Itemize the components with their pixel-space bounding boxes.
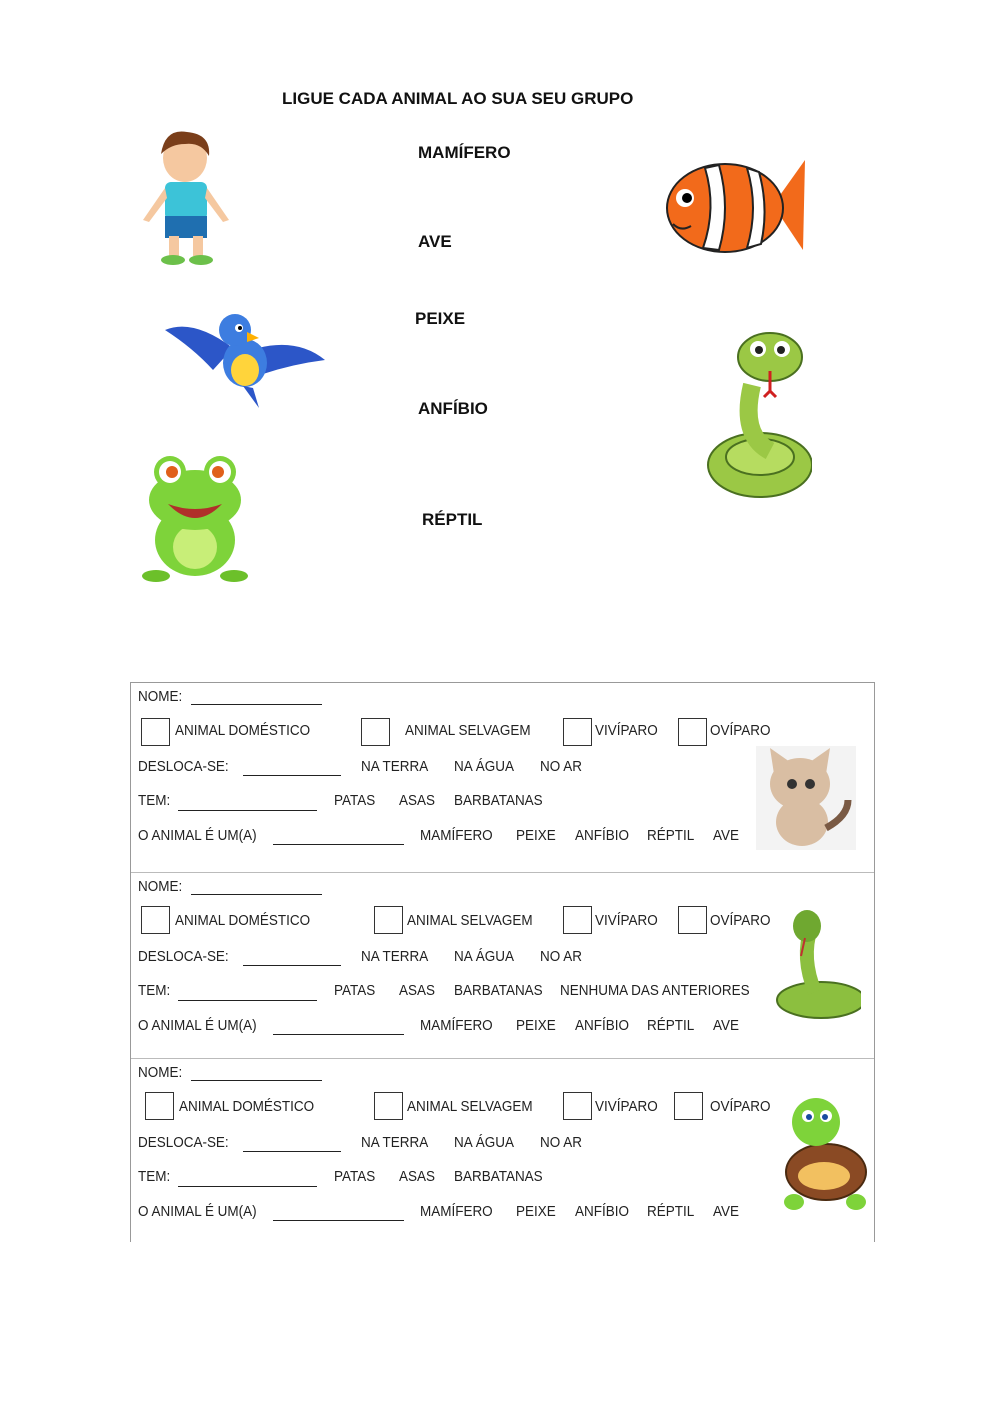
boy-image[interactable] (135, 128, 235, 268)
animal-type-option[interactable]: PEIXE (516, 1018, 556, 1034)
tem-option[interactable]: BARBATANAS (454, 1169, 543, 1185)
desloca-option[interactable]: NO AR (540, 949, 582, 965)
tem-option[interactable]: BARBATANAS (454, 983, 543, 999)
checkbox-animal-selvagem[interactable] (374, 906, 403, 934)
tem-option[interactable]: PATAS (334, 793, 376, 809)
checkbox-label: ANIMAL DOMÉSTICO (175, 913, 311, 929)
nome-label: NOME: (138, 1065, 183, 1081)
desloca-label: DESLOCA-SE: (138, 1135, 229, 1151)
tem-option[interactable]: PATAS (334, 1169, 376, 1185)
animal-type-option[interactable]: MAMÍFERO (420, 1018, 493, 1034)
animal-type-option[interactable]: RÉPTIL (647, 1018, 695, 1034)
animal-type-option[interactable]: PEIXE (516, 1204, 556, 1220)
worksheet-cards (130, 682, 875, 1242)
checkbox-animal-dom-stico[interactable] (145, 1092, 174, 1120)
checkbox-label: OVÍPARO (710, 1099, 771, 1115)
animal-type-option[interactable]: RÉPTIL (647, 828, 695, 844)
checkbox-label: OVÍPARO (710, 913, 771, 929)
animal-type-input[interactable] (273, 1220, 404, 1221)
desloca-option[interactable]: NA TERRA (361, 949, 429, 965)
checkbox-animal-selvagem[interactable] (374, 1092, 403, 1120)
bird-image[interactable] (163, 308, 328, 410)
cobra-image (771, 908, 861, 1026)
tem-label: TEM: (138, 793, 171, 809)
cat-image (756, 746, 856, 850)
animal-type-option[interactable]: ANFÍBIO (575, 828, 629, 844)
tem-input[interactable] (178, 1000, 317, 1001)
tem-option[interactable]: BARBATANAS (454, 793, 543, 809)
checkbox-label: ANIMAL SELVAGEM (405, 723, 531, 739)
desloca-input[interactable] (243, 775, 341, 776)
checkbox-viv-paro[interactable] (563, 1092, 592, 1120)
checkbox-label: ANIMAL SELVAGEM (407, 913, 533, 929)
animal-type-option[interactable]: AVE (713, 1018, 739, 1034)
checkbox-label: ANIMAL DOMÉSTICO (179, 1099, 315, 1115)
checkbox-viv-paro[interactable] (563, 718, 592, 746)
checkbox-label: ANIMAL SELVAGEM (407, 1099, 533, 1115)
animal-type-option[interactable]: ANFÍBIO (575, 1204, 629, 1220)
animal-card-cobra (131, 872, 874, 1061)
desloca-label: DESLOCA-SE: (138, 759, 229, 775)
checkbox-animal-dom-stico[interactable] (141, 906, 170, 934)
group-label-peixe: PEIXE (415, 309, 466, 328)
tem-option[interactable]: ASAS (399, 1169, 435, 1185)
tem-option[interactable]: ASAS (399, 793, 435, 809)
animal-type-option[interactable]: AVE (713, 1204, 739, 1220)
desloca-option[interactable]: NA ÁGUA (454, 949, 514, 965)
animal-type-label: O ANIMAL É UM(A) (138, 1018, 257, 1034)
group-label-mamifero: MAMÍFERO (418, 143, 511, 162)
animal-type-label: O ANIMAL É UM(A) (138, 1204, 257, 1220)
checkbox-viv-paro[interactable] (563, 906, 592, 934)
animal-type-option[interactable]: RÉPTIL (647, 1204, 695, 1220)
nome-input[interactable] (191, 894, 322, 895)
group-label-anfibio: ANFÍBIO (418, 399, 488, 418)
checkbox-label: OVÍPARO (710, 723, 771, 739)
checkbox-label: ANIMAL DOMÉSTICO (175, 723, 311, 739)
animal-type-label: O ANIMAL É UM(A) (138, 828, 257, 844)
animal-type-input[interactable] (273, 1034, 404, 1035)
desloca-option[interactable]: NO AR (540, 1135, 582, 1151)
animal-type-option[interactable]: PEIXE (516, 828, 556, 844)
clownfish-image[interactable] (663, 150, 808, 265)
animal-type-option[interactable]: AVE (713, 828, 739, 844)
checkbox-label: VIVÍPARO (595, 913, 658, 929)
checkbox-label: VIVÍPARO (595, 1099, 658, 1115)
tem-input[interactable] (178, 810, 317, 811)
desloca-option[interactable]: NO AR (540, 759, 582, 775)
checkbox-ov-paro[interactable] (678, 906, 707, 934)
desloca-option[interactable]: NA TERRA (361, 1135, 429, 1151)
animal-type-option[interactable]: MAMÍFERO (420, 1204, 493, 1220)
animal-card-cat (131, 683, 874, 871)
animal-type-option[interactable]: MAMÍFERO (420, 828, 493, 844)
animal-card-turtle (131, 1058, 874, 1247)
tem-option[interactable]: PATAS (334, 983, 376, 999)
snake-image[interactable] (700, 325, 812, 503)
checkbox-label: VIVÍPARO (595, 723, 658, 739)
group-label-reptil: RÉPTIL (422, 510, 483, 529)
desloca-option[interactable]: NA ÁGUA (454, 759, 514, 775)
checkbox-ov-paro[interactable] (674, 1092, 703, 1120)
turtle-image (776, 1094, 868, 1216)
animal-type-input[interactable] (273, 844, 404, 845)
desloca-input[interactable] (243, 1151, 341, 1152)
nome-input[interactable] (191, 704, 322, 705)
tem-option[interactable]: ASAS (399, 983, 435, 999)
nome-label: NOME: (138, 879, 183, 895)
desloca-option[interactable]: NA TERRA (361, 759, 429, 775)
checkbox-animal-dom-stico[interactable] (141, 718, 170, 746)
animal-type-option[interactable]: ANFÍBIO (575, 1018, 629, 1034)
checkbox-ov-paro[interactable] (678, 718, 707, 746)
tem-label: TEM: (138, 983, 171, 999)
frog-image[interactable] (140, 452, 250, 586)
nome-label: NOME: (138, 689, 183, 705)
tem-option[interactable]: NENHUMA DAS ANTERIORES (560, 983, 750, 999)
nome-input[interactable] (191, 1080, 322, 1081)
worksheet-title: LIGUE CADA ANIMAL AO SUA SEU GRUPO (282, 89, 634, 108)
tem-label: TEM: (138, 1169, 171, 1185)
checkbox-animal-selvagem[interactable] (361, 718, 390, 746)
desloca-label: DESLOCA-SE: (138, 949, 229, 965)
group-label-ave: AVE (418, 232, 452, 251)
desloca-option[interactable]: NA ÁGUA (454, 1135, 514, 1151)
desloca-input[interactable] (243, 965, 341, 966)
tem-input[interactable] (178, 1186, 317, 1187)
